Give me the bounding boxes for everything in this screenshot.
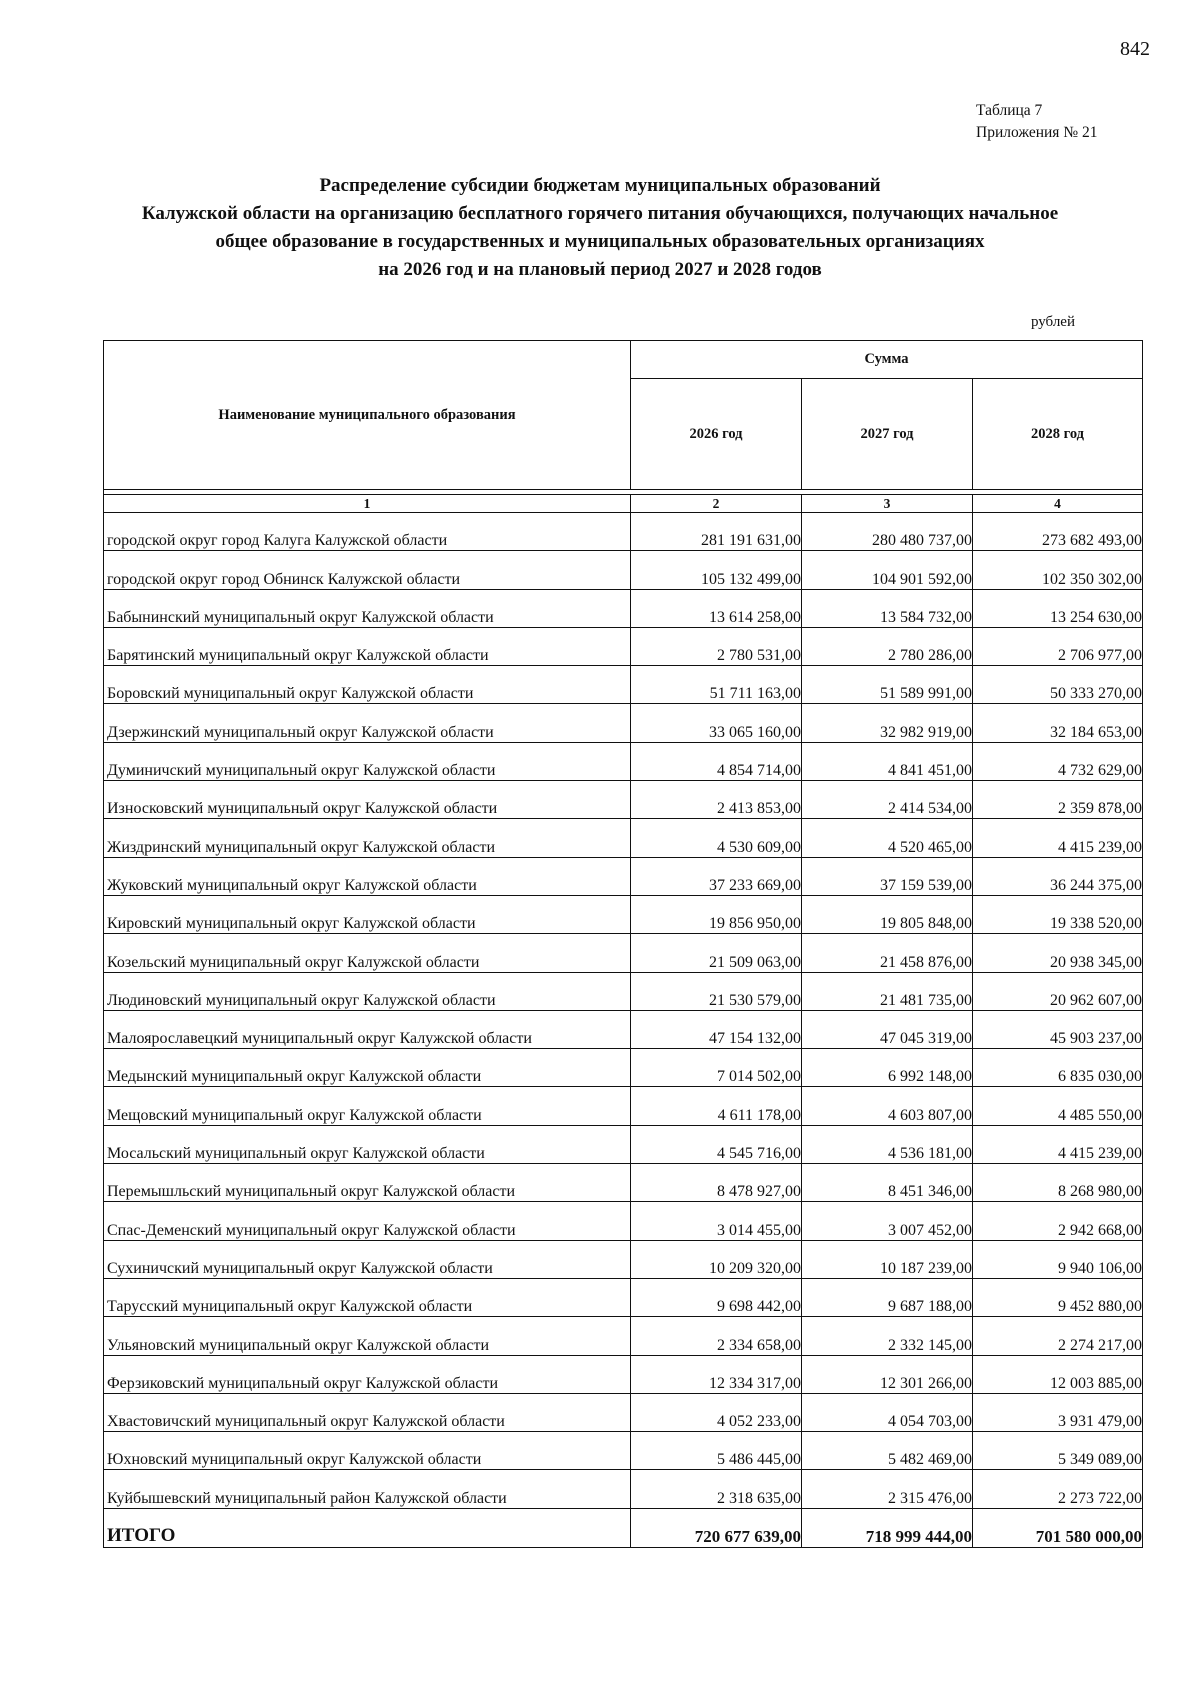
value-2026: 10 209 320,00 xyxy=(631,1240,802,1278)
table-row xyxy=(104,781,1143,819)
value-2027: 2 332 145,00 xyxy=(802,1317,973,1355)
value-2027: 37 159 539,00 xyxy=(802,857,973,895)
value-2028: 3 931 479,00 xyxy=(973,1393,1143,1431)
table-ref-line1: Таблица 7 xyxy=(976,102,1043,119)
table-row xyxy=(104,627,1143,665)
value-2028: 20 962 607,00 xyxy=(973,972,1143,1010)
value-2028: 4 415 239,00 xyxy=(973,819,1143,857)
value-2026: 2 780 531,00 xyxy=(631,627,802,665)
value-2026: 2 334 658,00 xyxy=(631,1317,802,1355)
value-2027: 19 805 848,00 xyxy=(802,895,973,933)
table-row xyxy=(104,589,1143,627)
value-2026: 37 233 669,00 xyxy=(631,857,802,895)
value-2027: 104 901 592,00 xyxy=(802,551,973,589)
value-2028: 20 938 345,00 xyxy=(973,934,1143,972)
municipality-name: Износковский муниципальный округ Калужской области xyxy=(104,781,631,819)
total-row xyxy=(104,1508,1143,1547)
municipality-name: Жуковский муниципальный округ Калужской области xyxy=(104,857,631,895)
municipality-name: Мосальский муниципальный округ Калужской области xyxy=(104,1125,631,1163)
value-2028: 2 274 217,00 xyxy=(973,1317,1143,1355)
table-row xyxy=(104,972,1143,1010)
municipality-name: Перемышльский муниципальный округ Калужской области xyxy=(104,1164,631,1202)
municipality-name: Куйбышевский муниципальный район Калужской области xyxy=(104,1470,631,1508)
title-line3: общее образование в государственных и муниципальных образовательных организациях xyxy=(215,231,985,252)
municipality-name: Людиновский муниципальный округ Калужской области xyxy=(104,972,631,1010)
municipality-name: Хвастовичский муниципальный округ Калужской области xyxy=(104,1393,631,1431)
value-2026: 21 530 579,00 xyxy=(631,972,802,1010)
value-2028: 45 903 237,00 xyxy=(973,1010,1143,1048)
municipality-name: Тарусский муниципальный округ Калужской области xyxy=(104,1278,631,1316)
title-line4: на 2026 год и на плановый период 2027 и 2028 годов xyxy=(378,259,822,280)
value-2026: 105 132 499,00 xyxy=(631,551,802,589)
value-2027: 21 458 876,00 xyxy=(802,934,973,972)
municipality-name: Кировский муниципальный округ Калужской области xyxy=(104,895,631,933)
table-row xyxy=(104,551,1143,589)
table-ref-line2: Приложения № 21 xyxy=(976,124,1098,141)
header-municipality: Наименование муниципального образования xyxy=(104,341,631,490)
value-2028: 2 942 668,00 xyxy=(973,1202,1143,1240)
table-row xyxy=(104,1049,1143,1087)
value-2028: 2 359 878,00 xyxy=(973,781,1143,819)
title-line2: Калужской области на организацию бесплатного горячего питания обучающихся, получающих начальное xyxy=(141,203,1059,224)
value-2028: 102 350 302,00 xyxy=(973,551,1143,589)
table-row xyxy=(104,1278,1143,1316)
value-2028: 273 682 493,00 xyxy=(973,513,1143,551)
value-2026: 2 318 635,00 xyxy=(631,1470,802,1508)
municipality-name: Юхновский муниципальный округ Калужской области xyxy=(104,1432,631,1470)
table-row xyxy=(104,895,1143,933)
page-number: 842 xyxy=(1120,38,1150,60)
municipality-name: Козельский муниципальный округ Калужской области xyxy=(104,934,631,972)
municipality-name: городской округ город Обнинск Калужской области xyxy=(104,551,631,589)
value-2028: 4 415 239,00 xyxy=(973,1125,1143,1163)
municipality-name: Спас-Деменский муниципальный округ Калужской области xyxy=(104,1202,631,1240)
value-2027: 2 315 476,00 xyxy=(802,1470,973,1508)
column-number: 3 xyxy=(802,495,973,513)
table-row xyxy=(104,1240,1143,1278)
value-2026: 13 614 258,00 xyxy=(631,589,802,627)
table-reference xyxy=(976,100,1097,144)
value-2027: 6 992 148,00 xyxy=(802,1049,973,1087)
column-number: 1 xyxy=(104,495,631,513)
value-2027: 12 301 266,00 xyxy=(802,1355,973,1393)
value-2027: 4 536 181,00 xyxy=(802,1125,973,1163)
total-label: ИТОГО xyxy=(104,1508,631,1547)
table-row xyxy=(104,1087,1143,1125)
value-2026: 4 854 714,00 xyxy=(631,742,802,780)
value-2026: 4 530 609,00 xyxy=(631,819,802,857)
value-2028: 32 184 653,00 xyxy=(973,704,1143,742)
value-2026: 8 478 927,00 xyxy=(631,1164,802,1202)
value-2026: 47 154 132,00 xyxy=(631,1010,802,1048)
value-2027: 10 187 239,00 xyxy=(802,1240,973,1278)
value-2028: 50 333 270,00 xyxy=(973,666,1143,704)
table-row xyxy=(104,1202,1143,1240)
value-2026: 5 486 445,00 xyxy=(631,1432,802,1470)
table-row xyxy=(104,857,1143,895)
value-2026: 51 711 163,00 xyxy=(631,666,802,704)
value-2028: 19 338 520,00 xyxy=(973,895,1143,933)
value-2026: 281 191 631,00 xyxy=(631,513,802,551)
value-2026: 19 856 950,00 xyxy=(631,895,802,933)
header-sum: Сумма xyxy=(631,341,1143,379)
value-2028: 5 349 089,00 xyxy=(973,1432,1143,1470)
table-row xyxy=(104,666,1143,704)
table-row xyxy=(104,1125,1143,1163)
value-2026: 4 052 233,00 xyxy=(631,1393,802,1431)
table-row xyxy=(104,1010,1143,1048)
value-2027: 21 481 735,00 xyxy=(802,972,973,1010)
value-2026: 21 509 063,00 xyxy=(631,934,802,972)
table-body xyxy=(104,513,1143,1509)
value-2026: 3 014 455,00 xyxy=(631,1202,802,1240)
value-2028: 4 732 629,00 xyxy=(973,742,1143,780)
document-title xyxy=(40,172,1160,284)
value-2028: 12 003 885,00 xyxy=(973,1355,1143,1393)
municipality-name: Ульяновский муниципальный округ Калужской области xyxy=(104,1317,631,1355)
total-2027: 718 999 444,00 xyxy=(802,1508,973,1547)
value-2028: 6 835 030,00 xyxy=(973,1049,1143,1087)
municipality-name: Боровский муниципальный округ Калужской области xyxy=(104,666,631,704)
value-2027: 8 451 346,00 xyxy=(802,1164,973,1202)
header-year-2028: 2028 год xyxy=(973,379,1143,490)
municipality-name: Жиздринский муниципальный округ Калужской области xyxy=(104,819,631,857)
value-2027: 2 780 286,00 xyxy=(802,627,973,665)
table-row xyxy=(104,1393,1143,1431)
table-row xyxy=(104,1470,1143,1508)
value-2026: 9 698 442,00 xyxy=(631,1278,802,1316)
value-2028: 13 254 630,00 xyxy=(973,589,1143,627)
municipality-name: Мещовский муниципальный округ Калужской области xyxy=(104,1087,631,1125)
value-2028: 36 244 375,00 xyxy=(973,857,1143,895)
value-2026: 7 014 502,00 xyxy=(631,1049,802,1087)
subsidy-table xyxy=(103,340,1143,1548)
value-2027: 4 054 703,00 xyxy=(802,1393,973,1431)
table-row xyxy=(104,1317,1143,1355)
value-2027: 47 045 319,00 xyxy=(802,1010,973,1048)
value-2026: 4 611 178,00 xyxy=(631,1087,802,1125)
units-label: рублей xyxy=(1030,314,1075,330)
municipality-name: Дзержинский муниципальный округ Калужской области xyxy=(104,704,631,742)
value-2028: 8 268 980,00 xyxy=(973,1164,1143,1202)
value-2028: 4 485 550,00 xyxy=(973,1087,1143,1125)
value-2027: 4 520 465,00 xyxy=(802,819,973,857)
total-2026: 720 677 639,00 xyxy=(631,1508,802,1547)
table-row xyxy=(104,819,1143,857)
municipality-name: Сухиничский муниципальный округ Калужской области xyxy=(104,1240,631,1278)
value-2027: 13 584 732,00 xyxy=(802,589,973,627)
value-2028: 2 273 722,00 xyxy=(973,1470,1143,1508)
value-2027: 51 589 991,00 xyxy=(802,666,973,704)
value-2027: 5 482 469,00 xyxy=(802,1432,973,1470)
value-2027: 4 841 451,00 xyxy=(802,742,973,780)
value-2028: 9 940 106,00 xyxy=(973,1240,1143,1278)
municipality-name: Барятинский муниципальный округ Калужской области xyxy=(104,627,631,665)
table-row xyxy=(104,1164,1143,1202)
column-number: 2 xyxy=(631,495,802,513)
value-2027: 2 414 534,00 xyxy=(802,781,973,819)
value-2028: 9 452 880,00 xyxy=(973,1278,1143,1316)
value-2027: 280 480 737,00 xyxy=(802,513,973,551)
header-year-2026: 2026 год xyxy=(631,379,802,490)
table-row xyxy=(104,742,1143,780)
municipality-name: Бабынинский муниципальный округ Калужской области xyxy=(104,589,631,627)
table-row xyxy=(104,513,1143,551)
table-row xyxy=(104,704,1143,742)
table-row xyxy=(104,1355,1143,1393)
municipality-name: Думиничский муниципальный округ Калужской области xyxy=(104,742,631,780)
value-2028: 2 706 977,00 xyxy=(973,627,1143,665)
municipality-name: городской округ город Калуга Калужской области xyxy=(104,513,631,551)
municipality-name: Малоярославецкий муниципальный округ Калужской области xyxy=(104,1010,631,1048)
value-2027: 32 982 919,00 xyxy=(802,704,973,742)
value-2026: 4 545 716,00 xyxy=(631,1125,802,1163)
title-line1: Распределение субсидии бюджетам муниципальных образований xyxy=(319,175,881,196)
value-2027: 3 007 452,00 xyxy=(802,1202,973,1240)
value-2026: 33 065 160,00 xyxy=(631,704,802,742)
table-row xyxy=(104,934,1143,972)
header-year-2027: 2027 год xyxy=(802,379,973,490)
column-number: 4 xyxy=(973,495,1143,513)
total-2028: 701 580 000,00 xyxy=(973,1508,1143,1547)
table-row xyxy=(104,1432,1143,1470)
municipality-name: Ферзиковский муниципальный округ Калужской области xyxy=(104,1355,631,1393)
value-2026: 12 334 317,00 xyxy=(631,1355,802,1393)
value-2026: 2 413 853,00 xyxy=(631,781,802,819)
value-2027: 4 603 807,00 xyxy=(802,1087,973,1125)
value-2027: 9 687 188,00 xyxy=(802,1278,973,1316)
municipality-name: Медынский муниципальный округ Калужской области xyxy=(104,1049,631,1087)
